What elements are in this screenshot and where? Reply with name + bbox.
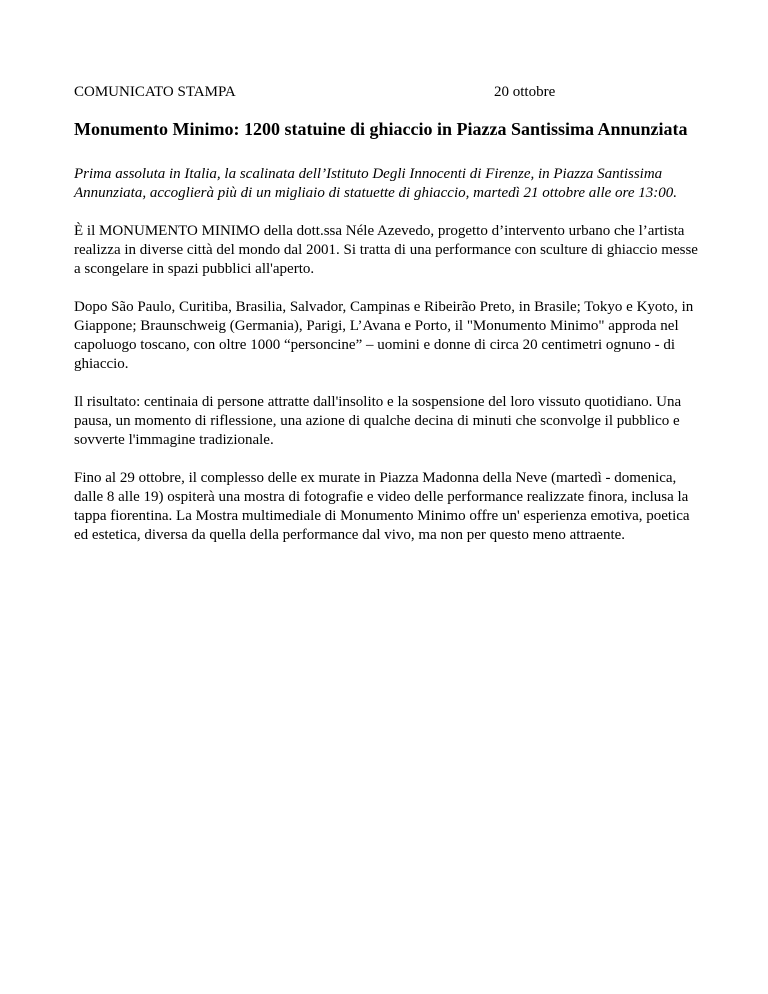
press-release-label: COMUNICATO STAMPA [74,84,236,100]
body-paragraph: Dopo São Paulo, Curitiba, Brasilia, Salvador, Campinas e Ribeirão Preto, in Brasile; Tokyo e Kyoto, in Giappone; Braunschweig (Germania), Parigi, L’Avana e Porto, il "Monumento Minimo" approda nel capoluogo toscano, con oltre 1000 “personcine” – uomini e donne di circa 20 centimetri ognuno - di ghiaccio. [74,299,694,372]
body-paragraph: È il MONUMENTO MINIMO della dott.ssa Néle Azevedo, progetto d’intervento urbano che l’artista realizza in diverse città del mondo dal 2001. Si tratta di una performance con sculture di ghiaccio messe a scongelare in spazi pubblici all'aperto. [74,223,698,277]
body-paragraph: Fino al 29 ottobre, il complesso delle ex murate in Piazza Madonna della Neve (martedì - domenica, dalle 8 alle 19) ospiterà una mostra di fotografie e video delle performance realizzate finora, inclusa la tappa fiorentina. La Mostra multimediale di Monumento Minimo offre un' esperienza emotiva, poetica ed estetica, diversa da quella della performance dal vivo, ma non per questo meno attraente. [74,470,690,543]
document-header [74,83,704,103]
lead-paragraph: Prima assoluta in Italia, la scalinata dell’Istituto Degli Innocenti di Firenze, in Piazza Santissima Annunziata, accoglierà più di un migliaio di statuette di ghiaccio, martedì 21 ottobre alle ore 13:00. [74,166,677,201]
document-title: Monumento Minimo: 1200 statuine di ghiaccio in Piazza Santissima Annunziata [74,119,688,139]
release-date: 20 ottobre [494,84,556,100]
document-body [74,165,704,564]
body-paragraph: Il risultato: centinaia di persone attratte dall'insolito e la sospensione del loro vissuto quotidiano. Una pausa, un momento di riflessione, una azione di qualche decina di minuti che sconvolge il pubblico e sovverte l'immagine tradizionale. [74,394,682,448]
